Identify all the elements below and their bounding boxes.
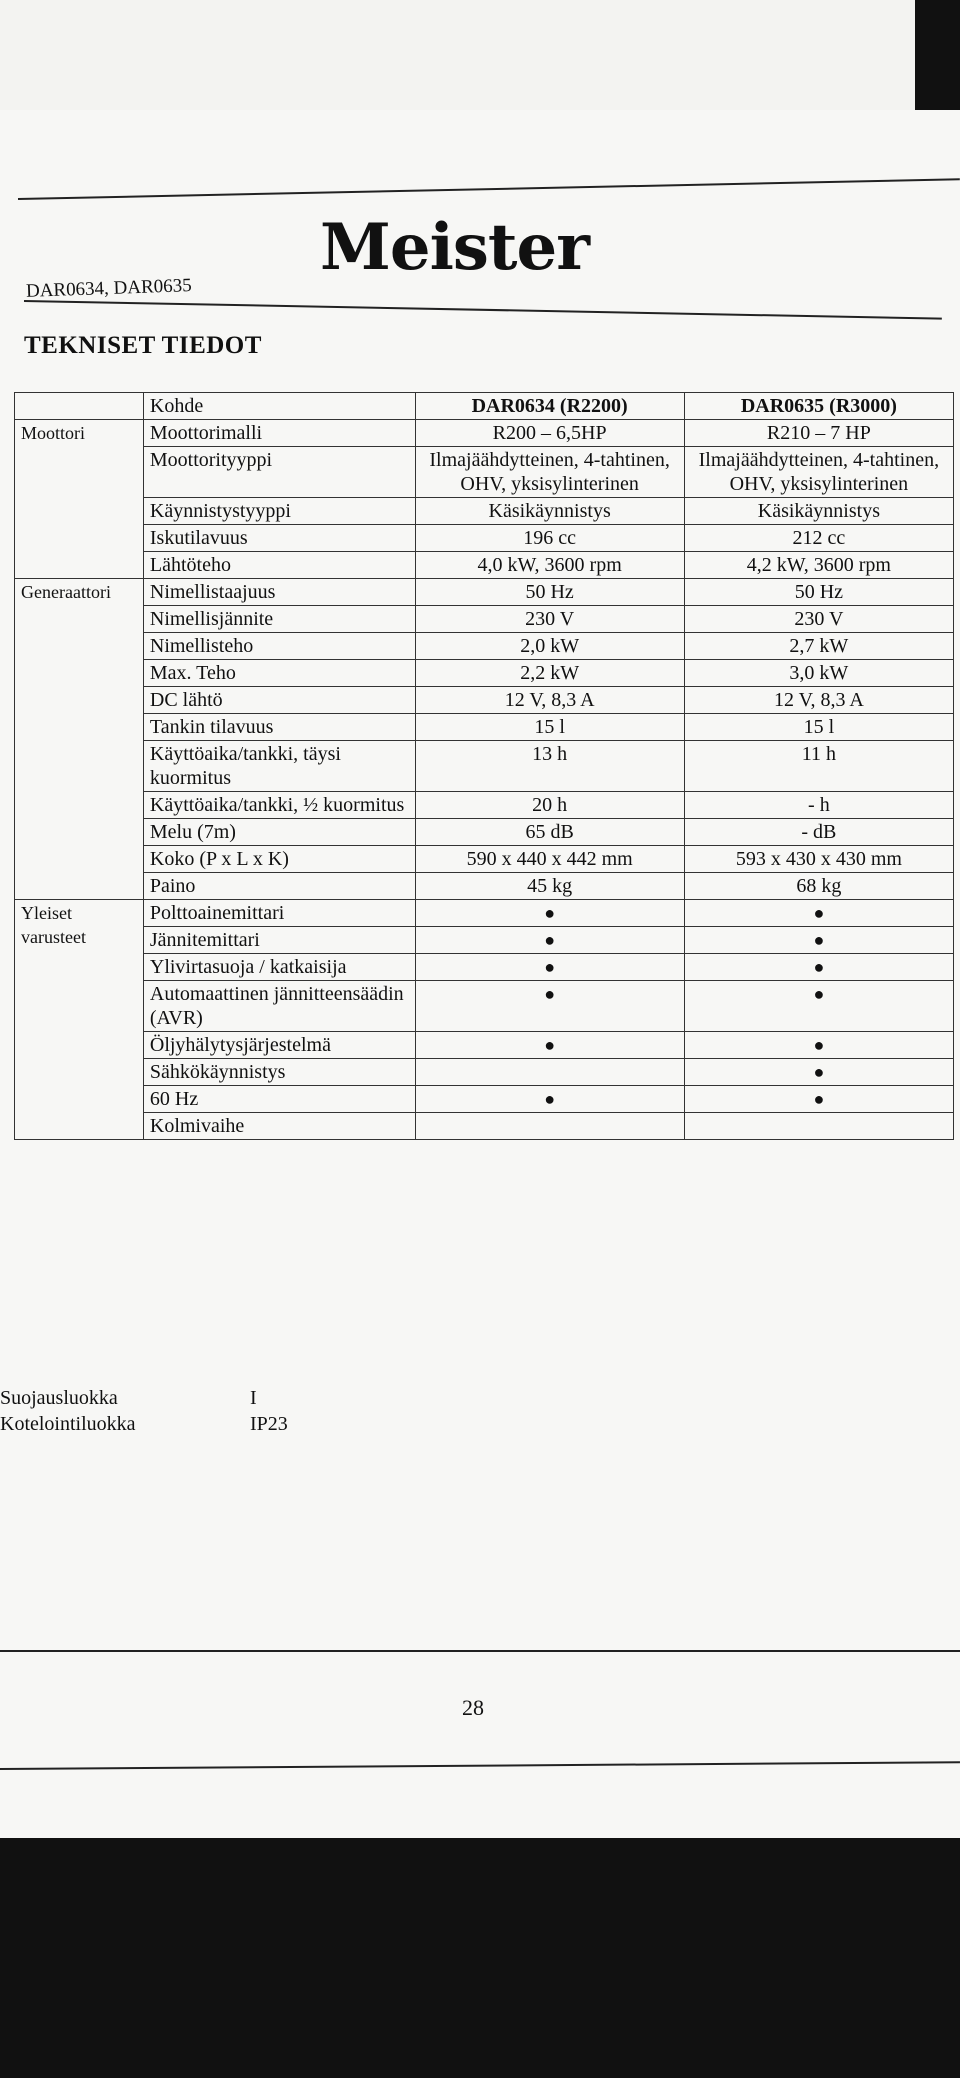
protection-info [0, 1385, 288, 1437]
row-model2-cell: 2,7 kW [684, 633, 953, 660]
table-row [15, 552, 954, 579]
table-row [15, 660, 954, 687]
row-item-cell: Nimellistaajuus [143, 579, 415, 606]
row-item-cell: Lähtöteho [143, 552, 415, 579]
protection-value: I [250, 1387, 257, 1409]
row-model2-cell: R210 – 7 HP [684, 420, 953, 447]
top-rule [18, 178, 960, 200]
row-item-cell: Nimellisteho [143, 633, 415, 660]
table-row [15, 819, 954, 846]
protection-label: Suojausluokka [0, 1387, 118, 1409]
protection-row [0, 1385, 288, 1411]
row-item-cell: DC lähtö [143, 687, 415, 714]
row-model1-cell: R200 – 6,5HP [415, 420, 684, 447]
brand-logo: Meister [320, 210, 589, 285]
row-group-cell: Generaattori [15, 579, 144, 900]
table-row [15, 846, 954, 873]
row-model2-cell: 11 h [684, 741, 953, 792]
row-model2-cell: ● [684, 927, 953, 954]
table-row [15, 1113, 954, 1140]
row-item-cell: Tankin tilavuus [143, 714, 415, 741]
row-item-cell: Käynnistystyyppi [143, 498, 415, 525]
row-model2-cell: ● [684, 1032, 953, 1059]
row-model1-cell: ● [415, 954, 684, 981]
table-row [15, 1086, 954, 1113]
header-cell-group [15, 393, 144, 420]
row-model2-cell: Käsikäynnistys [684, 498, 953, 525]
row-model1-cell: 230 V [415, 606, 684, 633]
row-model1-cell: 4,0 kW, 3600 rpm [415, 552, 684, 579]
page-number: 28 [462, 1695, 484, 1720]
row-model2-cell: ● [684, 1086, 953, 1113]
protection-row [0, 1411, 288, 1437]
row-model1-cell: 2,2 kW [415, 660, 684, 687]
row-item-cell: Automaattinen jännitteensäädin (AVR) [143, 981, 415, 1032]
row-model1-cell [415, 1059, 684, 1086]
row-item-cell: Sähkökäynnistys [143, 1059, 415, 1086]
table-row [15, 873, 954, 900]
row-model1-cell: ● [415, 1086, 684, 1113]
protection-label: Kotelointiluokka [0, 1413, 136, 1435]
row-item-cell: 60 Hz [143, 1086, 415, 1113]
table-row [15, 447, 954, 498]
row-item-cell: Nimellisjännite [143, 606, 415, 633]
row-item-cell: Polttoainemittari [143, 900, 415, 927]
table-row [15, 606, 954, 633]
header-cell-model1: DAR0634 (R2200) [415, 393, 684, 420]
row-model1-cell: 12 V, 8,3 A [415, 687, 684, 714]
table-row [15, 927, 954, 954]
row-model2-cell: - h [684, 792, 953, 819]
row-item-cell: Käyttöaika/tankki, ½ kuormitus [143, 792, 415, 819]
row-item-cell: Öljyhälytysjärjestelmä [143, 1032, 415, 1059]
document-page [0, 110, 960, 1838]
row-item-cell: Kolmivaihe [143, 1113, 415, 1140]
row-item-cell: Käyttöaika/tankki, täysi kuormitus [143, 741, 415, 792]
row-item-cell: Paino [143, 873, 415, 900]
row-model2-cell: ● [684, 1059, 953, 1086]
table-row [15, 1032, 954, 1059]
table-header-row [15, 393, 954, 420]
table-row [15, 792, 954, 819]
row-item-cell: Ylivirtasuoja / katkaisija [143, 954, 415, 981]
row-model2-cell: 212 cc [684, 525, 953, 552]
row-model1-cell: ● [415, 900, 684, 927]
row-model1-cell [415, 1113, 684, 1140]
row-model2-cell: 4,2 kW, 3600 rpm [684, 552, 953, 579]
table-row [15, 954, 954, 981]
row-model2-cell: ● [684, 900, 953, 927]
row-model1-cell: 50 Hz [415, 579, 684, 606]
row-model2-cell: 230 V [684, 606, 953, 633]
footer-rule-lower [0, 1761, 960, 1770]
row-item-cell: Max. Teho [143, 660, 415, 687]
row-model1-cell: 15 l [415, 714, 684, 741]
row-model1-cell: 590 x 440 x 442 mm [415, 846, 684, 873]
row-item-cell: Iskutilavuus [143, 525, 415, 552]
row-model2-cell: 15 l [684, 714, 953, 741]
row-item-cell: Koko (P x L x K) [143, 846, 415, 873]
row-model2-cell: ● [684, 954, 953, 981]
row-model1-cell: Ilmajäähdytteinen, 4-tahtinen, OHV, yksisylinterinen [415, 447, 684, 498]
row-model2-cell: 12 V, 8,3 A [684, 687, 953, 714]
table-row [15, 579, 954, 606]
row-model2-cell: Ilmajäähdytteinen, 4-tahtinen, OHV, yksisylinterinen [684, 447, 953, 498]
spec-table [14, 392, 954, 1140]
row-model2-cell: 593 x 430 x 430 mm [684, 846, 953, 873]
row-model1-cell: 65 dB [415, 819, 684, 846]
table-row [15, 420, 954, 447]
table-row [15, 981, 954, 1032]
table-row [15, 741, 954, 792]
row-item-cell: Jännitemittari [143, 927, 415, 954]
row-model1-cell: 196 cc [415, 525, 684, 552]
table-row [15, 714, 954, 741]
model-header: DAR0634, DAR0635 [25, 275, 193, 302]
row-model1-cell: 45 kg [415, 873, 684, 900]
row-model2-cell [684, 1113, 953, 1140]
table-row [15, 525, 954, 552]
row-model2-cell: ● [684, 981, 953, 1032]
row-model1-cell: ● [415, 1032, 684, 1059]
row-model1-cell: ● [415, 927, 684, 954]
row-group-cell: Moottori [15, 420, 144, 579]
row-group-cell: Yleiset varusteet [15, 900, 144, 1140]
protection-value: IP23 [250, 1413, 288, 1435]
row-item-cell: Melu (7m) [143, 819, 415, 846]
footer-rule [0, 1650, 960, 1652]
row-model1-cell: 2,0 kW [415, 633, 684, 660]
row-model1-cell: 20 h [415, 792, 684, 819]
table-row [15, 1059, 954, 1086]
row-item-cell: Moottorimalli [143, 420, 415, 447]
row-model1-cell: ● [415, 981, 684, 1032]
row-model2-cell: - dB [684, 819, 953, 846]
row-model2-cell: 68 kg [684, 873, 953, 900]
row-model1-cell: Käsikäynnistys [415, 498, 684, 525]
header-rule [24, 300, 942, 320]
row-model2-cell: 50 Hz [684, 579, 953, 606]
header-cell-item: Kohde [143, 393, 415, 420]
row-model2-cell: 3,0 kW [684, 660, 953, 687]
row-item-cell: Moottorityyppi [143, 447, 415, 498]
table-row [15, 498, 954, 525]
row-model1-cell: 13 h [415, 741, 684, 792]
header-cell-model2: DAR0635 (R3000) [684, 393, 953, 420]
table-row [15, 633, 954, 660]
table-row [15, 687, 954, 714]
table-row [15, 900, 954, 927]
section-title: TEKNISET TIEDOT [24, 332, 262, 359]
